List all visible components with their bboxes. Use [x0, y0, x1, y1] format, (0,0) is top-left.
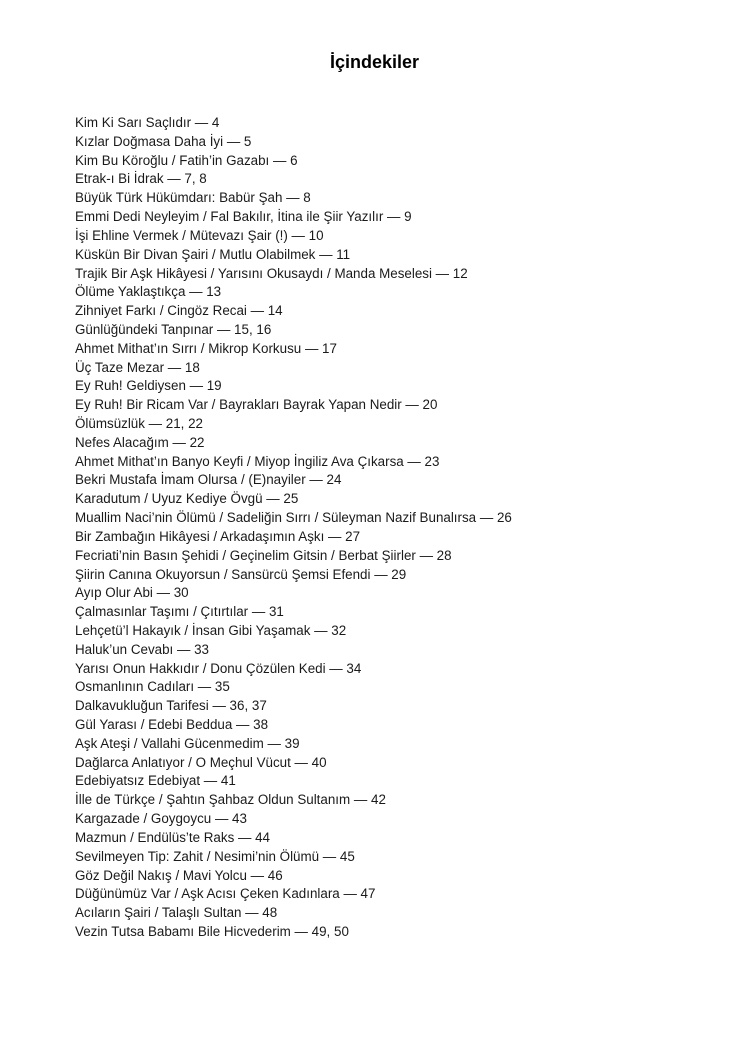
toc-entry: Günlüğündeki Tanpınar — 15, 16: [75, 321, 272, 337]
toc-entry: Mazmun / Endülüs’te Raks — 44: [75, 829, 270, 845]
toc-entry: Zihniyet Farkı / Cingöz Recai — 14: [75, 303, 283, 319]
toc-entry: Düğünümüz Var / Aşk Acısı Çeken Kadınlara — 47: [75, 886, 376, 902]
toc-entry: Ey Ruh! Geldiysen — 19: [75, 378, 222, 394]
toc-entry: Etrak-ı Bi İdrak — 7, 8: [75, 171, 207, 187]
toc-entry: Bir Zambağın Hikâyesi / Arkadaşımın Aşkı — 27: [75, 528, 361, 544]
toc-entry: Vezin Tutsa Babamı Bile Hicvederim — 49, 50: [75, 923, 349, 939]
toc-entry: Bekri Mustafa İmam Olursa / (E)nayiler — 24: [75, 472, 342, 488]
toc-entry: Dalkavukluğun Tarifesi — 36, 37: [75, 698, 267, 714]
toc-entry: Haluk’un Cevabı — 33: [75, 641, 209, 657]
toc-entry: İlle de Türkçe / Şahtın Şahbaz Oldun Sultanım — 42: [75, 792, 386, 808]
toc-entry: Karadutum / Uyuz Kediye Övgü — 25: [75, 491, 299, 507]
page-title: İçindekiler: [329, 52, 420, 72]
toc-entry: Fecriati’nin Basın Şehidi / Geçinelim Gitsin / Berbat Şiirler — 28: [75, 547, 452, 563]
toc-entry: Emmi Dedi Neyleyim / Fal Bakılır, İtina ile Şiir Yazılır — 9: [75, 209, 412, 225]
toc-entry: Trajik Bir Aşk Hikâyesi / Yarısını Okusaydı / Manda Meselesi — 12: [75, 265, 468, 281]
toc-entry: Yarısı Onun Hakkıdır / Donu Çözülen Kedi — 34: [75, 660, 362, 676]
toc-entry: Göz Değil Nakış / Mavi Yolcu — 46: [75, 867, 283, 883]
toc-entry: Lehçetü’l Hakayık / İnsan Gibi Yaşamak — 32: [75, 622, 347, 638]
toc-entry: Şiirin Canına Okuyorsun / Sansürcü Şemsi Efendi — 29: [75, 566, 407, 582]
toc-entry: Nefes Alacağım — 22: [75, 434, 205, 450]
toc-entry: Ahmet Mithat’ın Sırrı / Mikrop Korkusu — 17: [75, 340, 337, 356]
toc-entry: Üç Taze Mezar — 18: [75, 359, 200, 375]
table-of-contents: [75, 114, 715, 942]
toc-entry: Çalmasınlar Taşımı / Çıtırtılar — 31: [75, 604, 284, 620]
toc-entry: Edebiyatsız Edebiyat — 41: [75, 773, 236, 789]
toc-entry: Kim Ki Sarı Saçlıdır — 4: [75, 115, 220, 130]
toc-entry: Kızlar Doğmasa Daha İyi — 5: [75, 133, 252, 149]
toc-entry: Kargazade / Goygoycu — 43: [75, 811, 247, 827]
toc-entry: Ahmet Mithat’ın Banyo Keyfi / Miyop İngiliz Ava Çıkarsa — 23: [75, 453, 440, 469]
toc-entry: İşi Ehline Vermek / Mütevazı Şair (!) — 10: [75, 227, 324, 243]
toc-entry: Ey Ruh! Bir Ricam Var / Bayrakları Bayrak Yapan Nedir — 20: [75, 397, 438, 413]
toc-entry: Gül Yarası / Edebi Beddua — 38: [75, 717, 269, 732]
toc-entry: Sevilmeyen Tip: Zahit / Nesimi’nin Ölümü — 45: [75, 848, 355, 864]
toc-entry: Ölümsüzlük — 21, 22: [75, 416, 204, 431]
toc-entry: Acıların Şairi / Talaşlı Sultan — 48: [75, 905, 278, 921]
toc-entry: Kim Bu Köroğlu / Fatih’in Gazabı — 6: [75, 152, 298, 168]
toc-entry: Ayıp Olur Abi — 30: [75, 585, 189, 601]
toc-entry: Büyük Türk Hükümdarı: Babür Şah — 8: [75, 190, 311, 206]
toc-entry: Muallim Naci’nin Ölümü / Sadeliğin Sırrı / Süleyman Nazif Bunalırsa — 26: [75, 510, 512, 526]
toc-entry: Küskün Bir Divan Şairi / Mutlu Olabilmek — 11: [75, 246, 351, 262]
toc-entry: Ölüme Yaklaştıkça — 13: [75, 284, 222, 300]
toc-entry: Dağlarca Anlatıyor / O Meçhul Vücut — 40: [75, 754, 327, 770]
toc-entry: Osmanlının Cadıları — 35: [75, 679, 230, 695]
toc-entry: Aşk Ateşi / Vallahi Gücenmedim — 39: [75, 735, 300, 751]
